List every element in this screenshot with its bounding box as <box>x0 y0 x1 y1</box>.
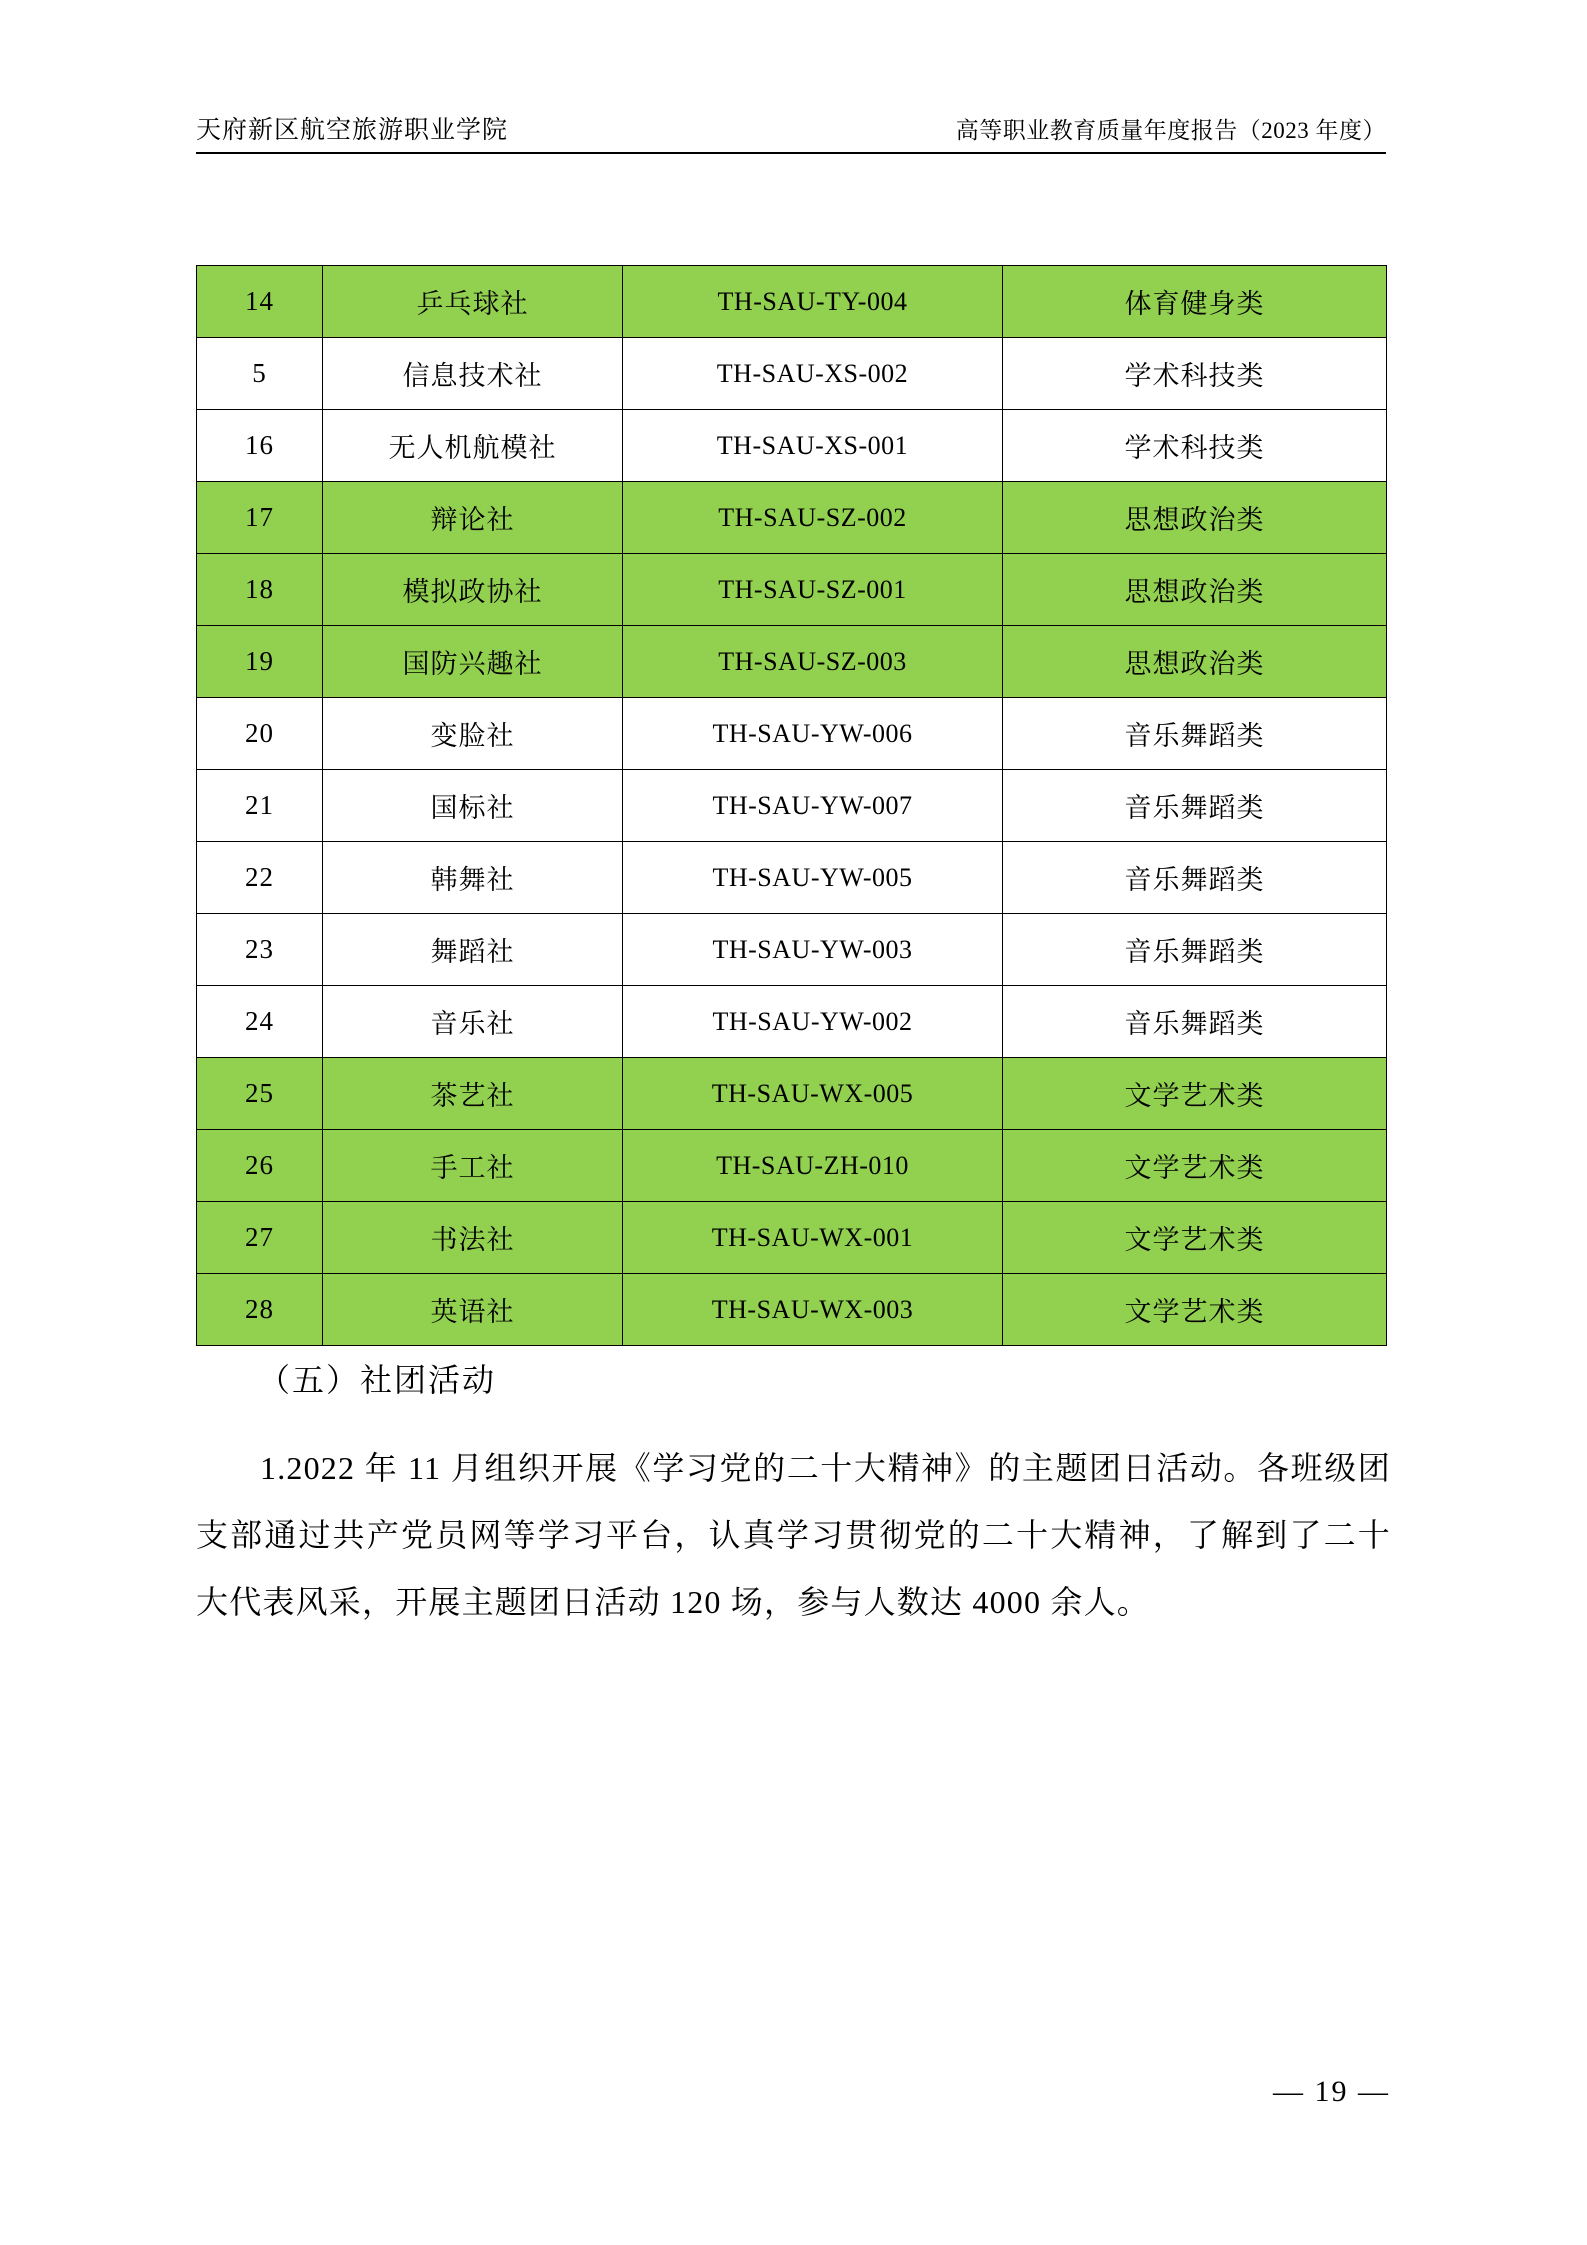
cell-name: 手工社 <box>323 1130 623 1202</box>
cell-code: TH-SAU-XS-001 <box>623 410 1003 482</box>
cell-code: TH-SAU-YW-002 <box>623 986 1003 1058</box>
cell-name: 韩舞社 <box>323 842 623 914</box>
cell-no: 20 <box>197 698 323 770</box>
table-row <box>197 698 1387 770</box>
cell-no: 17 <box>197 482 323 554</box>
cell-type: 思想政治类 <box>1003 554 1387 626</box>
cell-type: 音乐舞蹈类 <box>1003 842 1387 914</box>
cell-name: 英语社 <box>323 1274 623 1346</box>
section-heading: （五）社团活动 <box>258 1362 497 1398</box>
cell-code: TH-SAU-WX-005 <box>623 1058 1003 1130</box>
cell-name: 书法社 <box>323 1202 623 1274</box>
header-institution-name: 天府新区航空旅游职业学院 <box>196 117 509 144</box>
cell-type: 思想政治类 <box>1003 626 1387 698</box>
cell-no: 14 <box>197 266 323 338</box>
cell-no: 16 <box>197 410 323 482</box>
body-paragraph: 1.2022 年 11 月组织开展《学习党的二十大精神》的主题团日活动。各班级团支部通过共产党员网等学习平台，认真学习贯彻党的二十大精神，了解到了二十大代表风采，开展主题团日活动 120 场，参与人数达 4000 余人。 <box>196 1450 1391 1620</box>
header-report-title: 高等职业教育质量年度报告（2023 年度） <box>955 118 1386 143</box>
cell-code: TH-SAU-YW-005 <box>623 842 1003 914</box>
cell-no: 18 <box>197 554 323 626</box>
cell-type: 文学艺术类 <box>1003 1202 1387 1274</box>
page-header <box>196 110 1386 146</box>
cell-code: TH-SAU-SZ-001 <box>623 554 1003 626</box>
cell-name: 无人机航模社 <box>323 410 623 482</box>
table-row <box>197 1130 1387 1202</box>
table-row <box>197 1274 1387 1346</box>
table-row <box>197 1058 1387 1130</box>
cell-type: 学术科技类 <box>1003 338 1387 410</box>
cell-type: 体育健身类 <box>1003 266 1387 338</box>
cell-code: TH-SAU-TY-004 <box>623 266 1003 338</box>
table-row <box>197 914 1387 986</box>
cell-type: 音乐舞蹈类 <box>1003 986 1387 1058</box>
cell-code: TH-SAU-YW-003 <box>623 914 1003 986</box>
header-divider <box>196 152 1386 154</box>
cell-code: TH-SAU-WX-001 <box>623 1202 1003 1274</box>
table-row <box>197 770 1387 842</box>
cell-name: 乒乓球社 <box>323 266 623 338</box>
cell-no: 22 <box>197 842 323 914</box>
cell-name: 模拟政协社 <box>323 554 623 626</box>
cell-type: 文学艺术类 <box>1003 1058 1387 1130</box>
cell-code: TH-SAU-YW-006 <box>623 698 1003 770</box>
cell-no: 26 <box>197 1130 323 1202</box>
table-row <box>197 986 1387 1058</box>
cell-no: 5 <box>197 338 323 410</box>
cell-code: TH-SAU-YW-007 <box>623 770 1003 842</box>
cell-name: 茶艺社 <box>323 1058 623 1130</box>
cell-name: 变脸社 <box>323 698 623 770</box>
cell-code: TH-SAU-WX-003 <box>623 1274 1003 1346</box>
cell-no: 28 <box>197 1274 323 1346</box>
cell-type: 文学艺术类 <box>1003 1130 1387 1202</box>
cell-type: 音乐舞蹈类 <box>1003 914 1387 986</box>
cell-name: 音乐社 <box>323 986 623 1058</box>
cell-code: TH-SAU-ZH-010 <box>623 1130 1003 1202</box>
cell-code: TH-SAU-SZ-003 <box>623 626 1003 698</box>
club-list-table <box>196 265 1387 1346</box>
cell-type: 文学艺术类 <box>1003 1274 1387 1346</box>
cell-no: 19 <box>197 626 323 698</box>
table-row <box>197 410 1387 482</box>
table-row <box>197 842 1387 914</box>
cell-name: 信息技术社 <box>323 338 623 410</box>
table-row <box>197 1202 1387 1274</box>
table-row <box>197 554 1387 626</box>
cell-no: 21 <box>197 770 323 842</box>
cell-no: 27 <box>197 1202 323 1274</box>
cell-type: 思想政治类 <box>1003 482 1387 554</box>
cell-no: 23 <box>197 914 323 986</box>
table-row <box>197 626 1387 698</box>
cell-type: 音乐舞蹈类 <box>1003 698 1387 770</box>
club-table-body <box>197 266 1387 1346</box>
cell-no: 25 <box>197 1058 323 1130</box>
cell-type: 音乐舞蹈类 <box>1003 770 1387 842</box>
cell-name: 国标社 <box>323 770 623 842</box>
cell-type: 学术科技类 <box>1003 410 1387 482</box>
cell-name: 舞蹈社 <box>323 914 623 986</box>
cell-no: 24 <box>197 986 323 1058</box>
page-number: — 19 — <box>1273 2075 1390 2108</box>
table-row <box>197 338 1387 410</box>
cell-name: 辩论社 <box>323 482 623 554</box>
cell-code: TH-SAU-XS-002 <box>623 338 1003 410</box>
table-row <box>197 482 1387 554</box>
cell-code: TH-SAU-SZ-002 <box>623 482 1003 554</box>
table-row <box>197 266 1387 338</box>
cell-name: 国防兴趣社 <box>323 626 623 698</box>
